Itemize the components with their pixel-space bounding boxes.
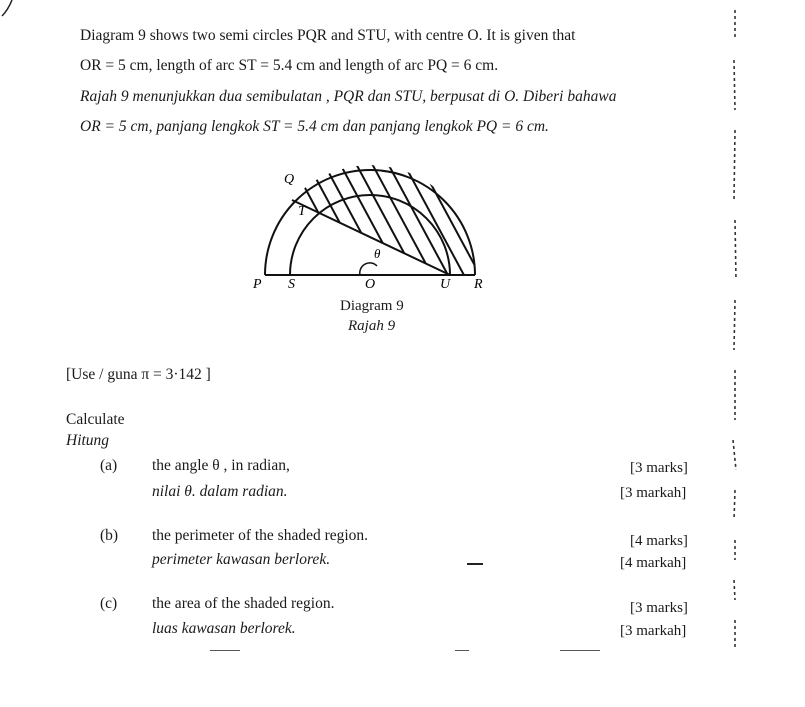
- label-s: S: [288, 277, 295, 292]
- question-b-marks-en: [4 marks]: [630, 533, 688, 549]
- question-a-marks-my: [3 markah]: [620, 485, 687, 501]
- label-theta: θ: [374, 246, 381, 261]
- scan-corner-mark: [0, 0, 20, 20]
- calculate-my: Hitung: [66, 432, 110, 449]
- question-b-my: perimeter kawasan berlorek.: [152, 551, 331, 568]
- question-a-en: the angle θ , in radian,: [152, 457, 290, 474]
- line-qu: [292, 200, 450, 275]
- label-r: R: [474, 277, 483, 292]
- scan-dash-mark: [467, 563, 483, 565]
- bottom-scan-dash-1: [210, 650, 240, 651]
- angle-theta-arc: [360, 263, 377, 275]
- question-a-my: nilai θ. dalam radian.: [152, 483, 288, 500]
- intro-en-line1: Diagram 9 shows two semi circles PQR and STU, with centre O. It is given that: [80, 27, 576, 44]
- intro-my-line1: Rajah 9 menunjukkan dua semibulatan , PQR dan STU, berpusat di O. Diberi bahawa: [80, 88, 617, 105]
- use-pi-note: [Use / guna π = 3·142 ]: [66, 366, 211, 383]
- label-o: O: [365, 277, 376, 292]
- page-edge-artifact: [729, 0, 741, 660]
- intro-my-line2: OR = 5 cm, panjang lengkok ST = 5.4 cm dan panjang lengkok PQ = 6 cm.: [80, 118, 549, 135]
- semicircle-pqr: [265, 170, 475, 275]
- bottom-scan-dash-2: [455, 650, 469, 651]
- bottom-scan-dash-3: [560, 650, 600, 651]
- question-c-marks-my: [3 markah]: [620, 623, 687, 639]
- diagram-caption-en: Diagram 9: [340, 298, 404, 314]
- question-a-label: (a): [100, 457, 118, 474]
- question-b-label: (b): [100, 527, 119, 544]
- question-c-label: (c): [100, 595, 118, 612]
- calculate-en: Calculate: [66, 411, 125, 428]
- question-c-marks-en: [3 marks]: [630, 600, 688, 616]
- intro-en-line2: OR = 5 cm, length of arc ST = 5.4 cm and length of arc PQ = 6 cm.: [80, 57, 499, 74]
- label-u: U: [440, 277, 451, 292]
- question-c-en: the area of the shaded region.: [152, 595, 335, 612]
- label-q: Q: [284, 172, 295, 187]
- shaded-region: [290, 160, 500, 290]
- question-b-en: the perimeter of the shaded region.: [152, 527, 369, 544]
- label-t: T: [298, 204, 306, 219]
- diagram-caption-my: Rajah 9: [348, 318, 396, 334]
- semicircle-diagram: [240, 160, 500, 295]
- label-p: P: [253, 277, 262, 292]
- question-a-marks-en: [3 marks]: [630, 460, 688, 476]
- question-b-marks-my: [4 markah]: [620, 555, 687, 571]
- question-c-my: luas kawasan berlorek.: [152, 620, 296, 637]
